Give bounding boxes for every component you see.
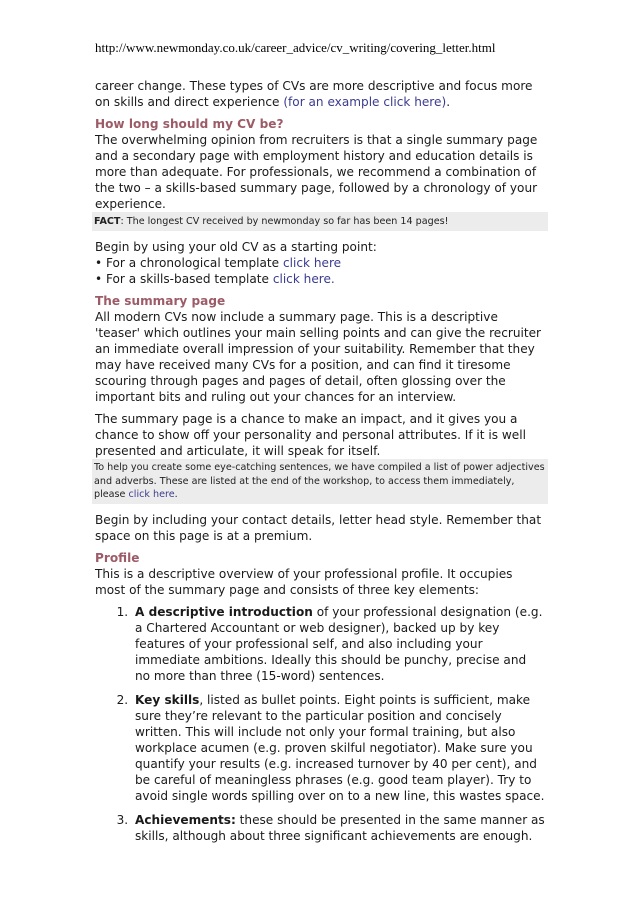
intro-text: career change. These types of CVs are more descriptive and focus more on skills and direct experience <box>95 79 533 109</box>
skills-template-link[interactable]: click here. <box>272 272 335 286</box>
list-item-title: Key skills <box>135 692 200 707</box>
chronological-template-text: • For a chronological template <box>95 256 283 270</box>
cv-length-body: The overwhelming opinion from recruiters is that a single summary page and a secondary page with employment history and education details is more than adequate. For professionals, we recommend a combination of the two – a skills-based summary page, followed by a chronology of your experience. <box>95 133 538 211</box>
chronological-template-item <box>95 255 545 271</box>
power-adjectives-link[interactable]: click here <box>128 489 175 500</box>
summary-paragraph-1: All modern CVs now include a summary page. This is a descriptive 'teaser' which outlines your main selling points and can give the recruiter an immediate overall impression of your suitability. Remember that they may have received many CVs for a position, and can find it tiresome scouring through pages and pages of detail, often glossing over the important bits and ruling out your chances for an interview. <box>95 310 542 404</box>
fact-label: FACT <box>94 216 121 227</box>
intro-paragraph <box>95 78 545 110</box>
page-url-header: http://www.newmonday.co.uk/career_advice/cv_writing/covering_letter.html <box>95 40 496 55</box>
intro-after: . <box>446 95 451 109</box>
list-item-text: , listed as bullet points. Eight points is sufficient, make sure they’re relevant to the particular position and concisely written. This will include not only your formal training, but also workplace acumen (e.g. proven skilful negotiator). Make sure you quantify your results (e.g. increased turnover by 40 per cent), and be careful of meaningless phrases (e.g. good team player). Try to avoid single words spilling over on to a new line, this wastes space. <box>135 692 545 803</box>
example-link[interactable]: (for an example click here) <box>283 95 447 109</box>
summary-page-heading: The summary page <box>95 294 226 308</box>
profile-elements-list <box>95 604 545 844</box>
fact-box <box>92 212 548 231</box>
note-after: . <box>174 489 178 500</box>
document-body <box>95 78 545 852</box>
power-adjectives-note <box>92 459 548 504</box>
list-item <box>132 692 545 804</box>
fact-text: : The longest CV received by newmonday so far has been 14 pages! <box>120 216 449 227</box>
list-item <box>132 604 545 684</box>
skills-template-text: • For a skills-based template <box>95 272 273 286</box>
note-text: To help you create some eye-catching sentences, we have compiled a list of power adjectives and adverbs. These are listed at the end of the workshop, to access them immediately, please <box>94 462 545 500</box>
list-item <box>132 812 545 844</box>
summary-paragraph-2: The summary page is a chance to make an impact, and it gives you a chance to show off your personality and personal attributes. If it is well presented and articulate, it will speak for itself. <box>95 412 526 458</box>
list-item-text: of your professional designation (e.g. a Chartered Accountant or web designer), backed up by key features of your professional self, and also including your immediate ambitions. Ideally this should be punchy, precise and no more than three (15-word) sentences. <box>135 604 543 683</box>
contact-details-paragraph: Begin by including your contact details, letter head style. Remember that space on this page is at a premium. <box>95 512 542 543</box>
skills-template-item <box>95 271 545 287</box>
list-item-title: A descriptive introduction <box>135 604 313 619</box>
profile-heading: Profile <box>95 550 140 565</box>
list-item-text: these should be presented in the same manner as skills, although about three significant achievements are enough. <box>135 812 545 843</box>
list-item-title: Achievements: <box>135 812 236 827</box>
chronological-template-link[interactable]: click here <box>282 256 342 270</box>
starting-point-intro: Begin by using your old CV as a starting point: <box>95 240 377 254</box>
profile-body: This is a descriptive overview of your professional profile. It occupies most of the summary page and consists of three key elements: <box>95 566 513 597</box>
cv-length-heading: How long should my CV be? <box>95 117 284 131</box>
